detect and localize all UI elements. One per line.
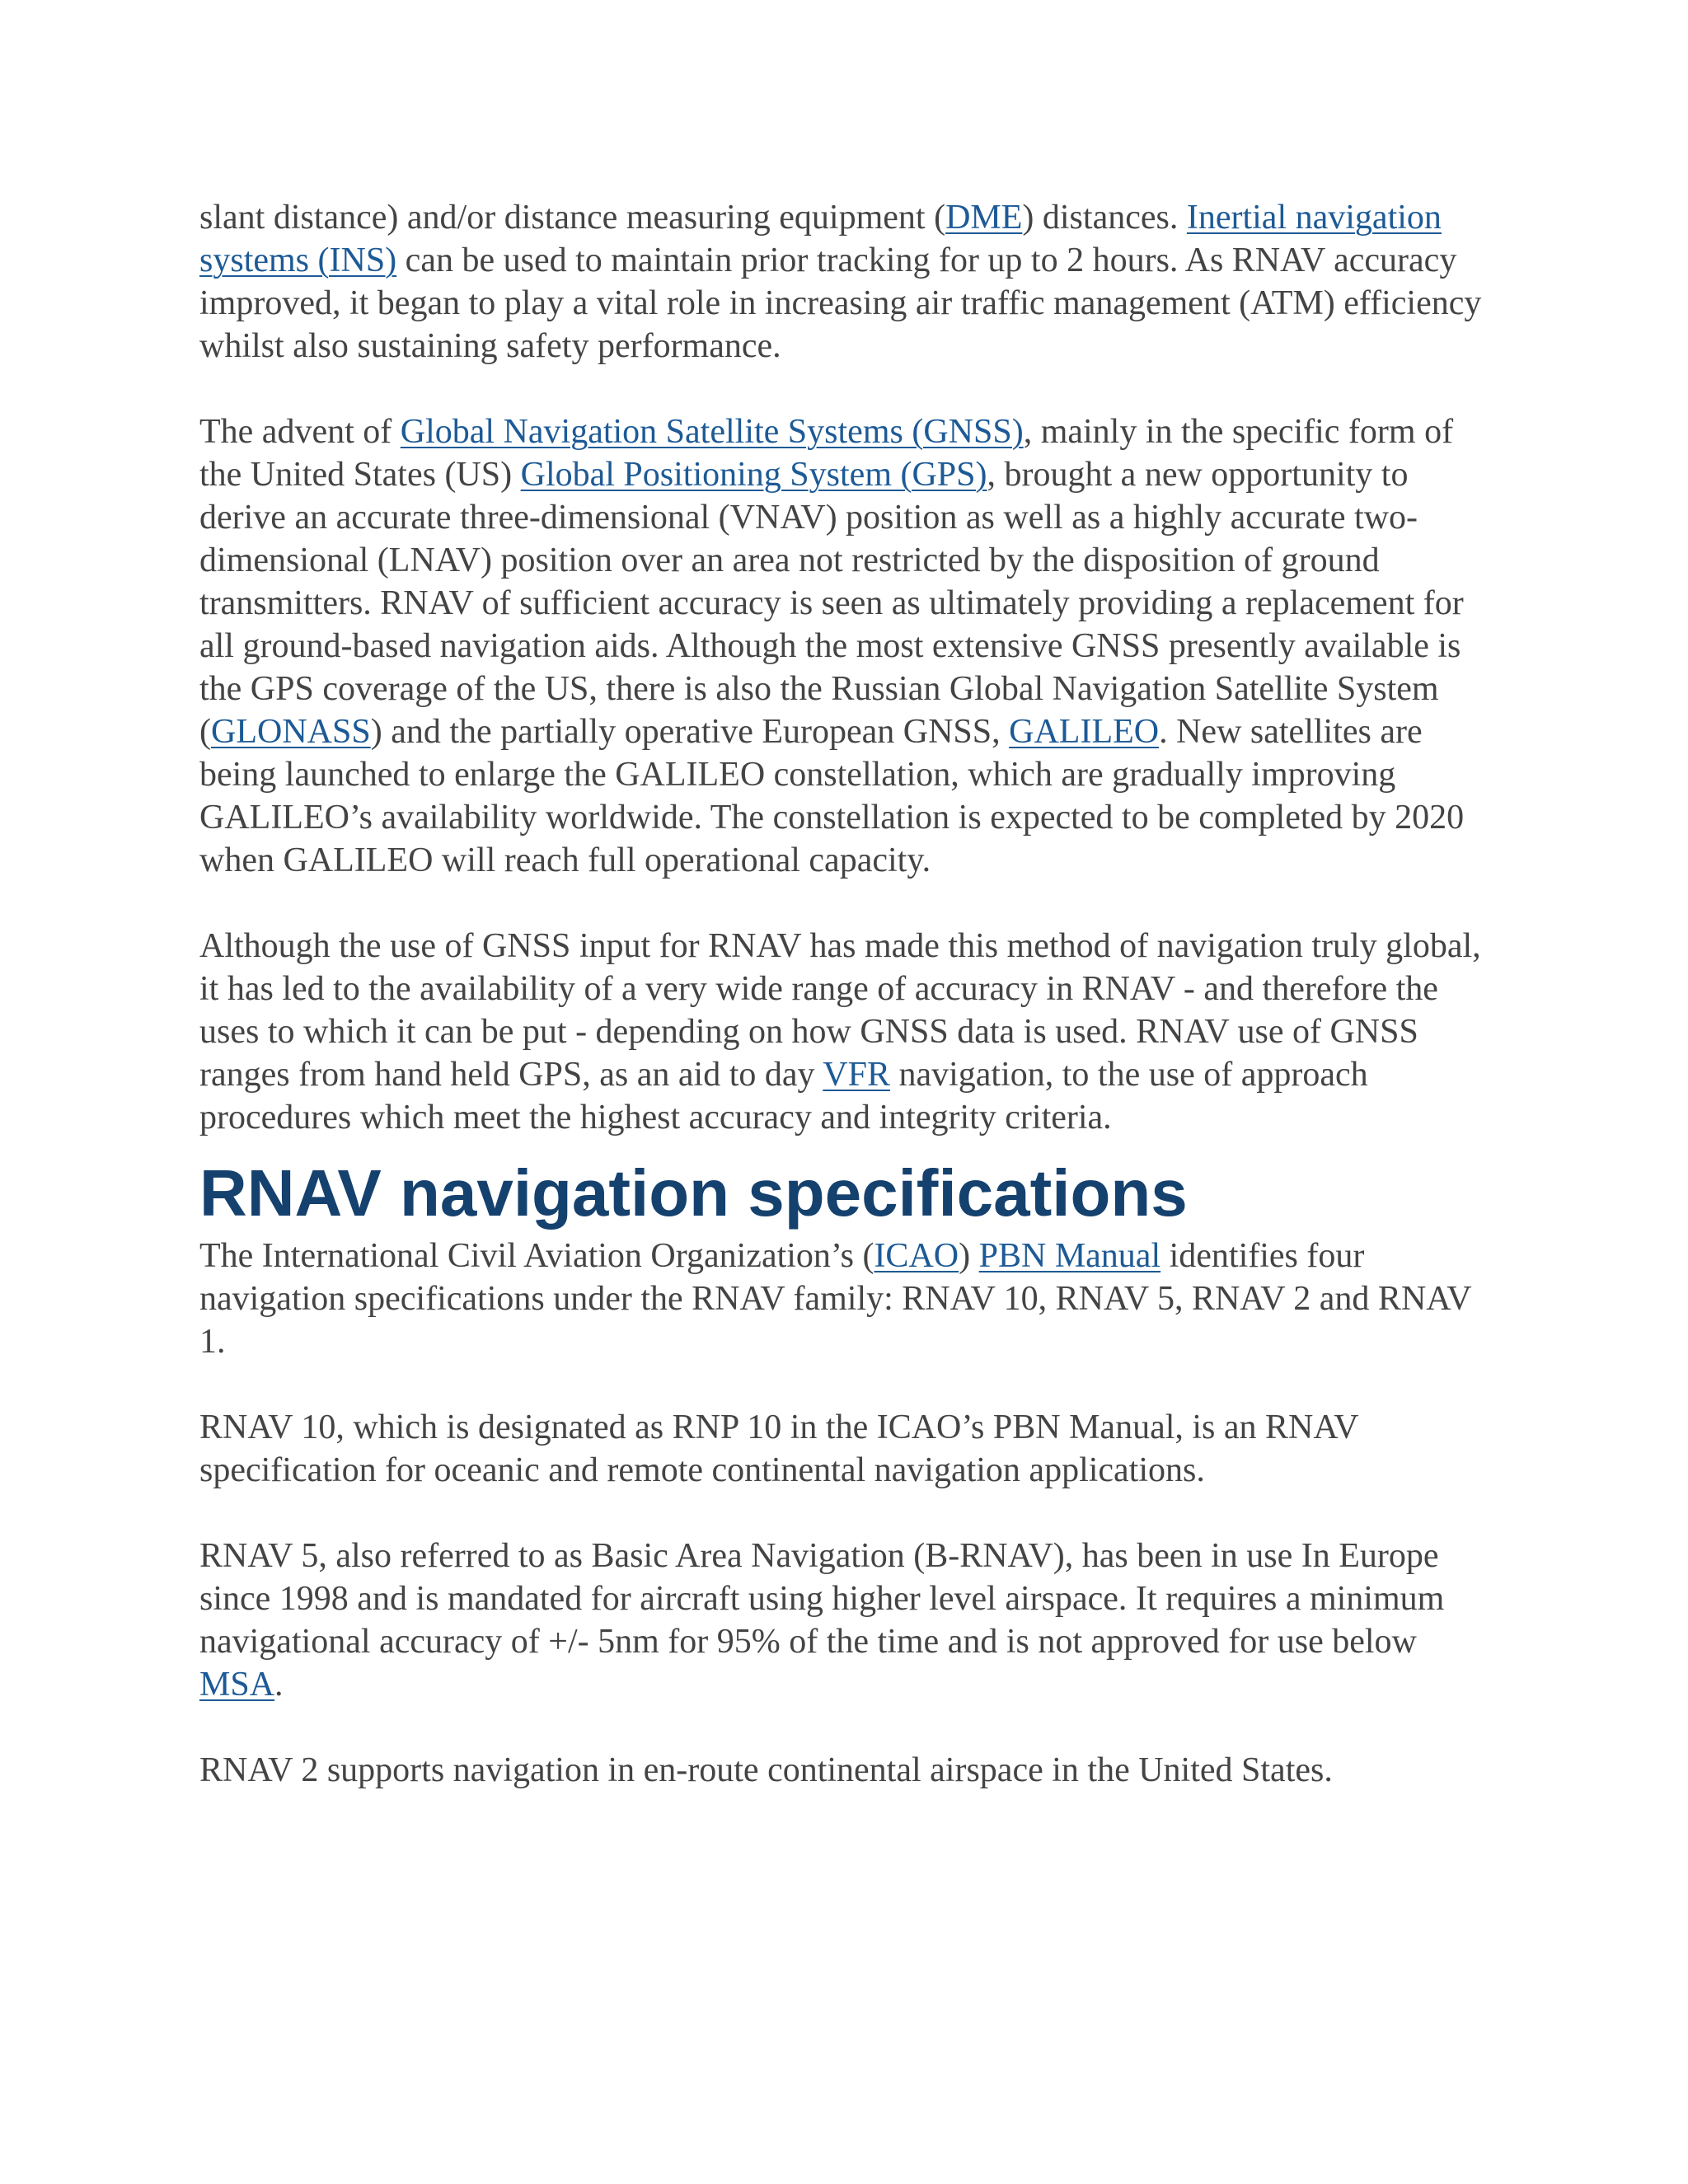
- msa-link[interactable]: MSA: [199, 1666, 275, 1704]
- dme-link[interactable]: DME: [945, 199, 1023, 237]
- gnss-link[interactable]: Global Navigation Satellite Systems (GNSS): [400, 413, 1024, 451]
- glonass-link[interactable]: GLONASS: [211, 713, 371, 751]
- paragraph-text: RNAV 10, which is designated as RNP 10 in the ICAO’s PBN Manual, is an RNAV specification for oceanic and remote continental navigation applications.: [199, 1408, 1358, 1489]
- paragraph-text: RNAV 5, also referred to as Basic Area Navigation (B-RNAV), has been in use In Europe since 1998 and is mandated for aircraft using higher level airspace. It requires a minimum navigational accuracy of +/- 5nm for 95% of the time and is not approved for use below: [199, 1537, 1445, 1661]
- paragraph-gnss-accuracy-range: [199, 925, 1493, 1139]
- gps-link[interactable]: Global Positioning System (GPS): [520, 456, 987, 494]
- paragraph-text: ) and the partially operative European GNSS,: [370, 713, 1010, 751]
- paragraph-text: The advent of: [199, 413, 401, 451]
- vfr-link[interactable]: VFR: [823, 1056, 890, 1094]
- paragraph-rnav-accuracy: [199, 196, 1493, 368]
- paragraph-text: navigation, to the use of approach procedures which meet the highest accuracy and integrity criteria.: [199, 1056, 1368, 1137]
- icao-link[interactable]: ICAO: [874, 1237, 959, 1275]
- paragraph-text: identifies four navigation specifications under the RNAV family: RNAV 10, RNAV 5, RNAV 2 and RNAV 1.: [199, 1237, 1471, 1361]
- paragraph-text: can be used to maintain prior tracking for up to 2 hours. As RNAV accuracy improved, it began to play a vital role in increasing air traffic management (ATM) efficiency whilst also sustaining safety performance.: [199, 241, 1482, 365]
- paragraph-text: Although the use of GNSS input for RNAV has made this method of navigation truly global, it has led to the availability of a very wide range of accuracy in RNAV - and therefore the uses to which it can be put - depending on how GNSS data is used. RNAV use of GNSS ranges from hand held GPS, as an aid to day: [199, 927, 1481, 1094]
- paragraph-gnss: [199, 410, 1493, 882]
- paragraph-rnav-2: [199, 1749, 1493, 1792]
- paragraph-text: ) distances.: [1022, 199, 1187, 237]
- paragraph-text: slant distance) and/or distance measuring equipment (: [199, 199, 946, 237]
- paragraph-text: . New satellites are being launched to enlarge the GALILEO constellation, which are gradually improving GALILEO’s availability worldwide. The constellation is expected to be completed by 2020 when GALILEO will reach full operational capacity.: [199, 713, 1465, 879]
- paragraph-text: ): [959, 1237, 979, 1275]
- paragraph-rnav-10: [199, 1406, 1493, 1492]
- paragraph-text: RNAV 2 supports navigation in en-route continental airspace in the United States.: [199, 1751, 1333, 1789]
- section-heading: RNAV navigation specifications: [199, 1156, 1188, 1230]
- pbn-manual-link[interactable]: PBN Manual: [978, 1237, 1161, 1275]
- document-page: [199, 196, 1493, 1792]
- inertial-navigation-systems-link[interactable]: Inertial navigation systems (INS): [199, 199, 1442, 279]
- paragraph-text: , brought a new opportunity to derive an accurate three-dimensional (VNAV) position as well as a highly accurate two-dimensional (LNAV) position over an area not restricted by the disposition of ground transmitters. RNAV of sufficient accuracy is seen as ultimately providing a replacement for all ground-based navigation aids. Although the most extensive GNSS presently available is the GPS coverage of the US, there is also the Russian Global Navigation Satellite System (: [199, 456, 1464, 751]
- paragraph-text: The International Civil Aviation Organization’s (: [199, 1237, 874, 1275]
- paragraph-text: , mainly in the specific form of the United States (US): [199, 413, 1454, 494]
- galileo-link[interactable]: GALILEO: [1009, 713, 1160, 751]
- paragraph-icao-specifications: [199, 1235, 1493, 1363]
- paragraph-text: .: [274, 1666, 284, 1704]
- paragraph-rnav-5: [199, 1535, 1493, 1706]
